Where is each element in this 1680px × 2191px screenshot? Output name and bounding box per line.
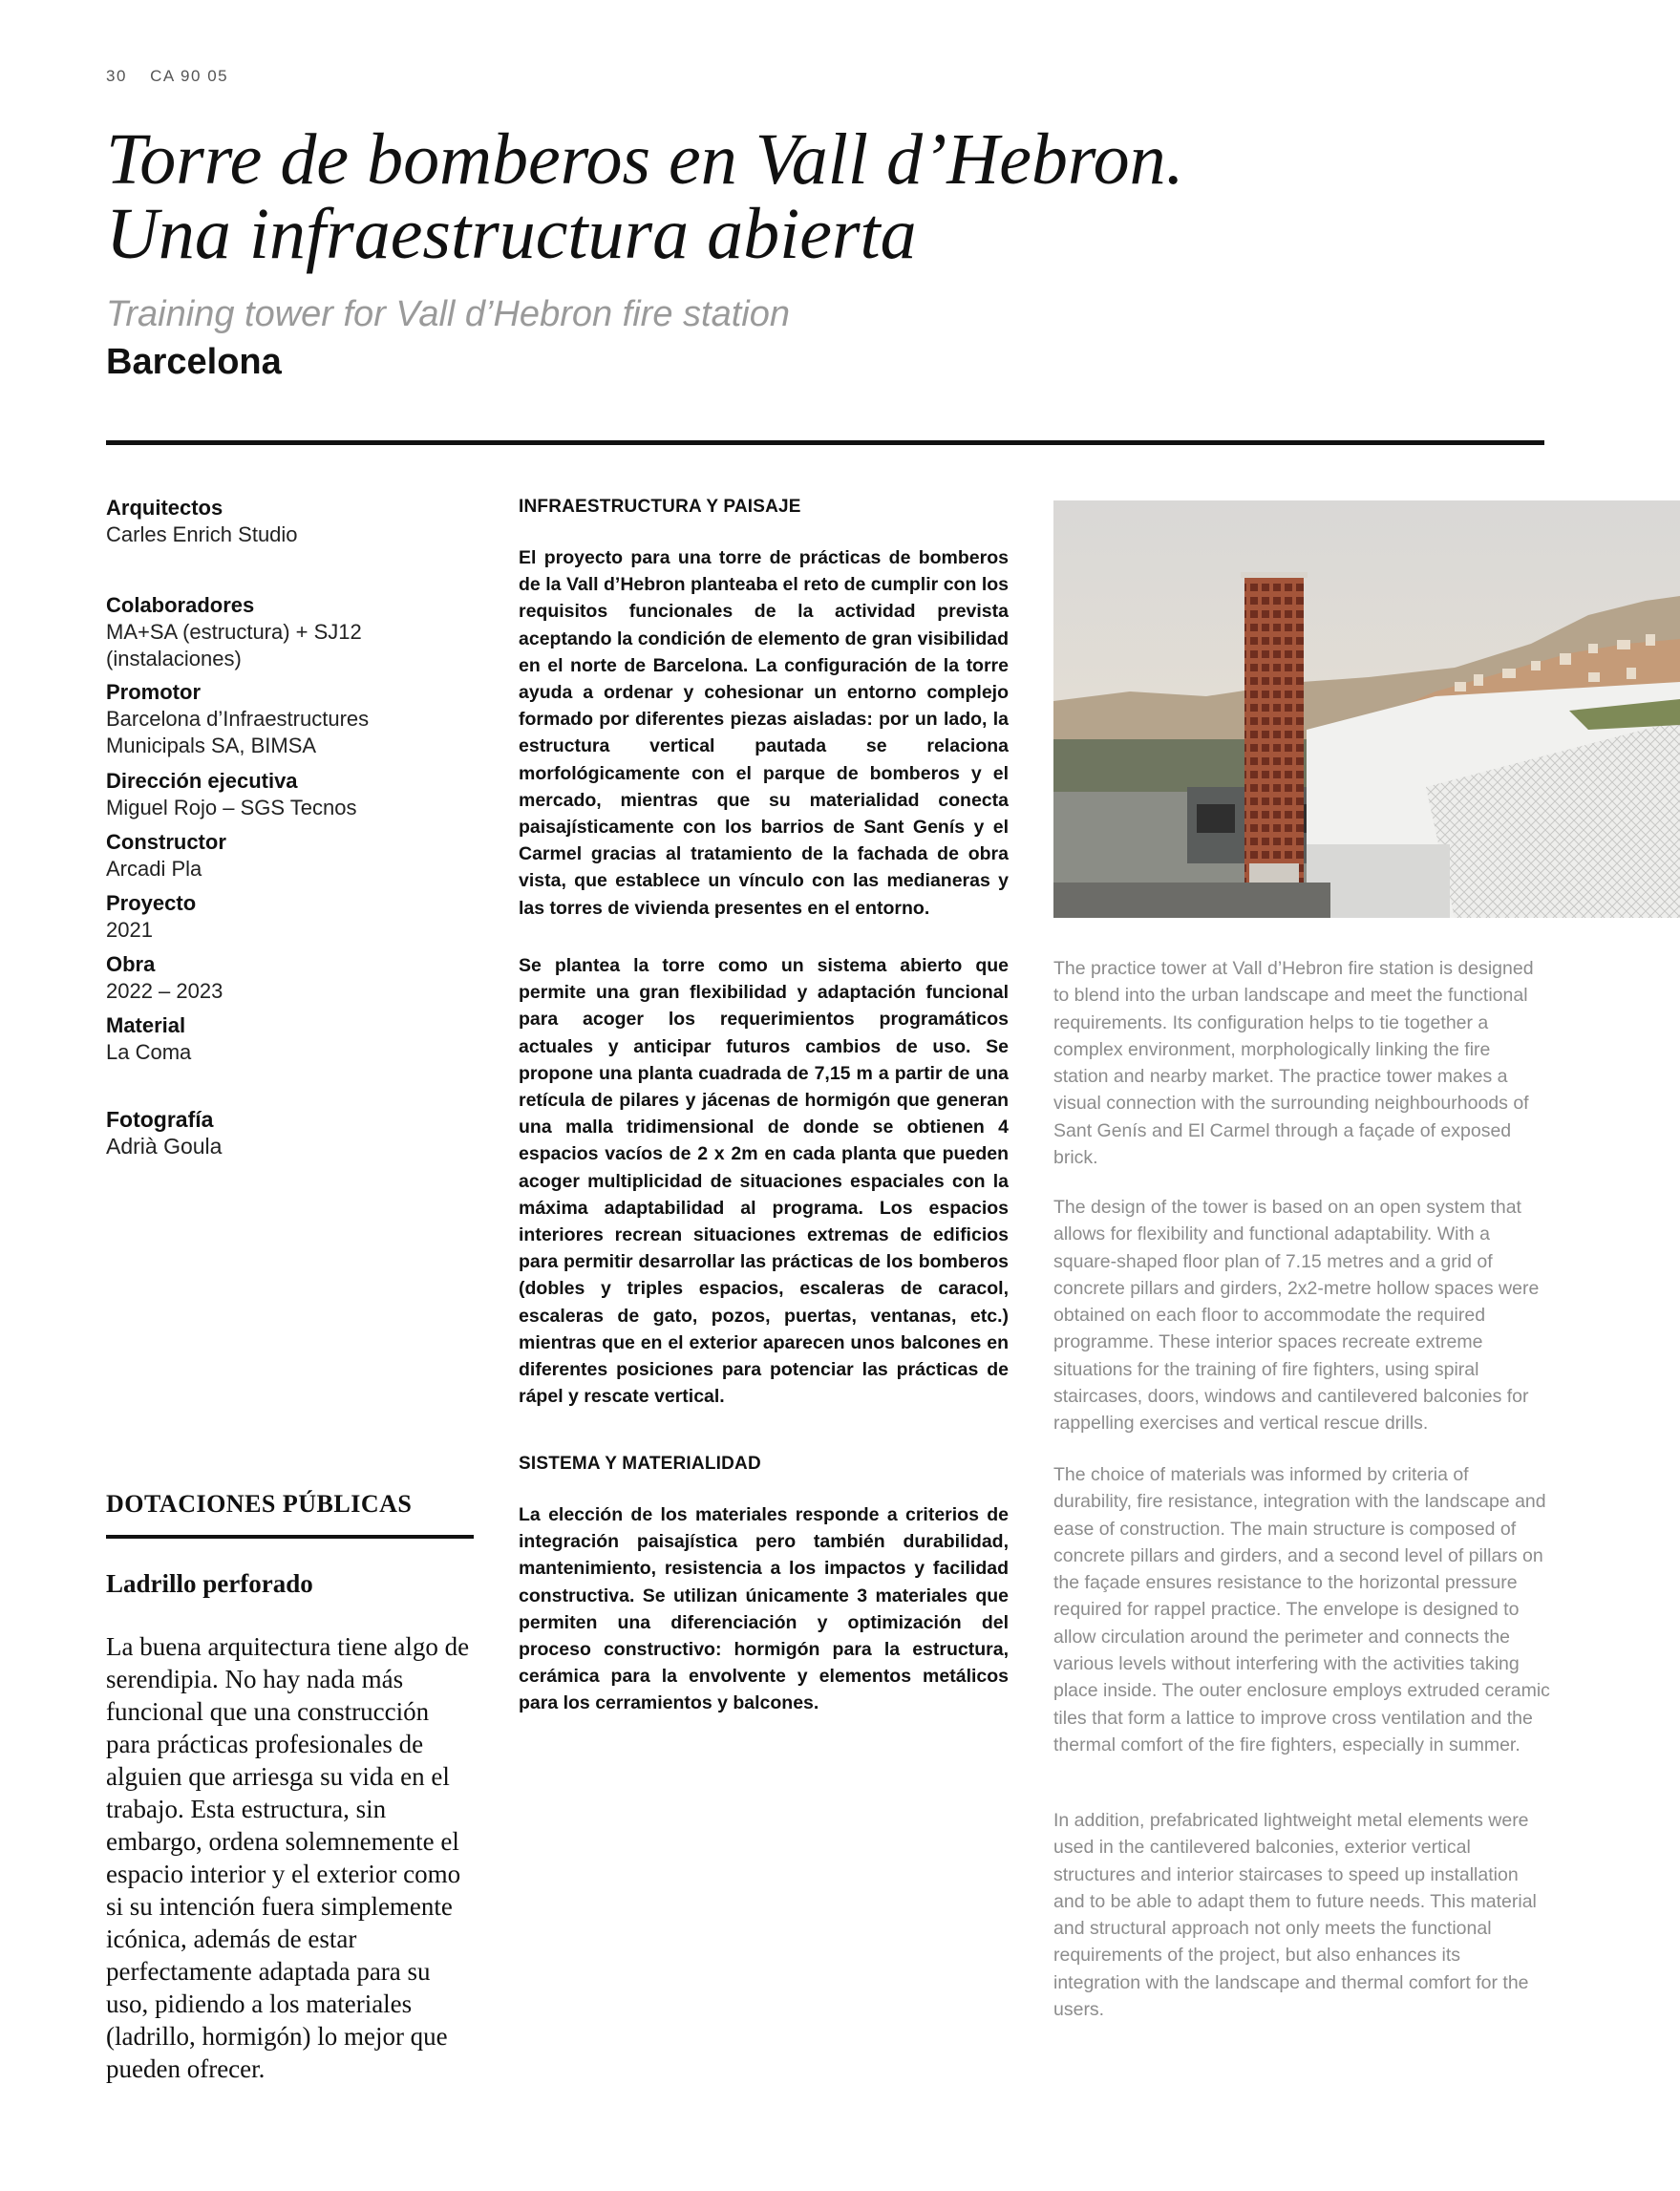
title-divider xyxy=(106,440,1544,445)
credit-value: MA+SA (estructura) + SJ12 (instalaciones) xyxy=(106,620,362,670)
credit-label: Proyecto xyxy=(106,891,197,915)
credit-value: La Coma xyxy=(106,1040,192,1064)
credit-label: Obra xyxy=(106,952,156,976)
spanish-paragraph-1: El proyecto para una torre de prácticas de bomberos de la Vall d’Hebron planteaba el reto de cumplir con los requisitos funcionales de la actividad prevista aceptando la condición de elemento de gran visibilidad en el norte de Barcelona. La configuración de la torre ayuda a ordenar y cohesionar un entorno complejo formado por diferentes piezas aisladas: por un lado, la estructura vertical pautada se relaciona morfológicamente con el parque de bomberos y el mercado, mientras que su materialidad conecta paisajísticamente con los barrios de Sant Genís y el Carmel gracias al tratamiento de la fachada de obra vista, que establece un vínculo con las medianeras y las torres de vivienda presentes en el entorno. xyxy=(519,547,1009,919)
section-label: DOTACIONES PÚBLICAS xyxy=(106,1490,413,1518)
english-subtitle: Training tower for Vall d’Hebron fire station xyxy=(106,294,790,334)
english-paragraph-2: The design of the tower is based on an open system that allows for flexibility and functional adaptability. With a square-shaped floor plan of 7.15 metres and a grid of concrete pillars and girders, 2x2-metre hollow spaces were obtained on each floor to accommodate the required programme. These interior spaces recreate extreme situations for the training of fire fighters, using spiral staircases, doors, windows and cantilevered balconies for rappelling exercises and vertical rescue drills. xyxy=(1053,1197,1540,1435)
title-line-2: Una infraestructura abierta xyxy=(106,194,917,274)
credit-collaborators xyxy=(106,592,362,672)
credit-architects xyxy=(106,495,298,548)
credit-label: Colaboradores xyxy=(106,593,255,617)
credit-value: 2022 – 2023 xyxy=(106,979,223,1003)
tower-photo-illustration xyxy=(1053,500,1680,918)
credit-project-year xyxy=(106,890,196,944)
credit-value: Adrià Goula xyxy=(106,1134,223,1159)
credit-label: Material xyxy=(106,1013,186,1037)
sidebar-divider xyxy=(106,1535,474,1539)
spanish-paragraph-2: Se plantea la torre como un sistema abierto que permite una gran flexibilidad y adaptación funcional para acoger los requerimientos programáticos actuales y anticipar futuros cambios de uso. Se propone una planta cuadrada de 7,15 m a partir de una retícula de pilares y jácenas de hormigón que generan una malla tridimensional de donde se obtienen 4 espacios vacíos de 2 x 2m en cada planta que pueden acoger multiplicidad de situaciones espaciales con la máxima adaptabilidad al programa. Los espacios interiores recrean situaciones extremas de edificios para permitir desarrollar las prácticas de los bomberos (dobles y triples espacios, escaleras de caracol, escaleras de gato, pozos, puertas, ventanas, etc.) mientras que en el exterior aparecen unos balcones en diferentes posiciones para potenciar las prácticas de rápel y rescate vertical. xyxy=(519,955,1009,1408)
credit-label: Promotor xyxy=(106,680,201,704)
issue-label: CA 90 05 xyxy=(150,67,229,85)
credit-works-years xyxy=(106,951,223,1005)
credit-photography xyxy=(106,1106,222,1159)
spanish-paragraph-3: La elección de los materiales responde a criterios de integración paisajística pero también durabilidad, mantenimiento, resistencia a los impactos y facilidad constructiva. Se utilizan únicamente 3 materiales que permiten una diferenciación y optimización del proceso constructivo: hormigón para la estructura, cerámica para la envolvente y elementos metálicos para los cerramientos y balcones. xyxy=(519,1504,1009,1714)
tower-photo xyxy=(1053,500,1680,918)
credit-value: Carles Enrich Studio xyxy=(106,522,298,546)
credit-label: Constructor xyxy=(106,830,226,854)
city-label: Barcelona xyxy=(106,342,282,382)
english-paragraph-3: The choice of materials was informed by criteria of durability, fire resistance, integration with the landscape and ease of construction. The main structure is composed of concrete pillars and girders, and a second level of pillars on the façade ensures resistance to the horizontal pressure required for rappel practice. The envelope is designed to allow circulation around the perimeter and connects the various levels without interfering with the activities taking place inside. The outer enclosure employs extruded ceramic tiles that form a lattice to improve cross ventilation and the thermal comfort of the fire fighters, especially in summer. xyxy=(1053,1464,1550,1755)
credit-builder xyxy=(106,829,226,883)
page-title xyxy=(106,119,1539,274)
credit-value: Arcadi Pla xyxy=(106,857,202,881)
english-paragraph-4: In addition, prefabricated lightweight metal elements were used in the cantilevered balconies, exterior vertical structures and interior staircases to speed up installation and to be able to adapt them to future needs. This material and structural approach not only meets the functional requirements of the project, but also enhances its integration with the landscape and thermal comfort for the users. xyxy=(1053,1810,1537,2021)
credit-label: Fotografía xyxy=(106,1107,214,1132)
credit-value: Miguel Rojo – SGS Tecnos xyxy=(106,796,357,819)
english-paragraph-1: The practice tower at Vall d’Hebron fire station is designed to blend into the urban landscape and meet the functional requirements. Its configuration helps to tie together a complex environment, morphologically linking the fire station and nearby market. The practice tower makes a visual connection with the surrounding neighbourhoods of Sant Genís and El Carmel through a façade of exposed brick. xyxy=(1053,958,1534,1169)
credit-value: Barcelona d’Infraestructures Municipals SA, BIMSA xyxy=(106,707,370,757)
credit-value: 2021 xyxy=(106,918,153,942)
sidebar-text: La buena arquitectura tiene algo de serendipia. No hay nada más funcional que una construcción para prácticas profesionales de alguien que arriesga su vida en el trabajo. Esta estructura, sin embargo, ordena solemnemente el espacio interior y el exterior como si su intención fuera simplemente icónica, además de estar perfectamente adaptada para su uso, pidiendo a los materiales (ladrillo, hormigón) lo mejor que pueden ofrecer. xyxy=(106,1632,470,2083)
credit-material xyxy=(106,1012,191,1066)
heading-materials: SISTEMA Y MATERIALIDAD xyxy=(519,1454,761,1474)
credit-label: Arquitectos xyxy=(106,496,223,520)
heading-infrastructure: INFRAESTRUCTURA Y PAISAJE xyxy=(519,497,801,517)
title-line-1: Torre de bomberos en Vall d’Hebron. xyxy=(106,119,1184,200)
credit-promoter xyxy=(106,679,369,759)
credit-site-management xyxy=(106,768,357,821)
page-number: 30 xyxy=(106,67,127,85)
sidebar-heading: Ladrillo perforado xyxy=(106,1569,313,1598)
folio xyxy=(106,67,245,86)
credit-label: Dirección ejecutiva xyxy=(106,769,298,793)
